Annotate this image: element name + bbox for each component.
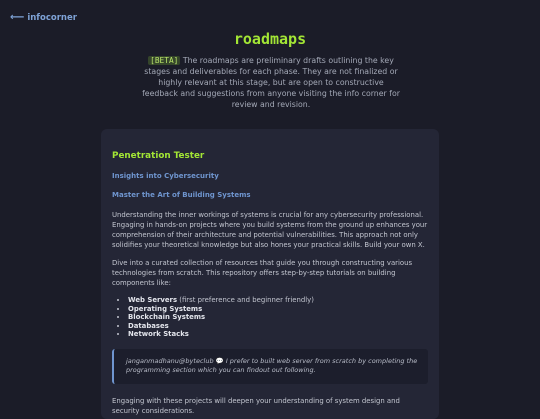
list-item: • Web Servers (first preference and beginner friendly) <box>128 296 428 305</box>
speech-bubble-icon: 💬 <box>215 356 224 365</box>
beta-badge: [BETA] <box>150 56 179 65</box>
intro-text <box>140 55 402 110</box>
roadmap-card <box>101 129 439 419</box>
quote-author: janganmadhanu@byteclub <box>126 356 214 365</box>
paragraph-dive: Dive into a curated collection of resources that guide you through constructing various technologies from scratch. This repository offers step-by-step tutorials on building components like: <box>112 259 413 287</box>
list-item: • Blockchain Systems <box>128 313 428 322</box>
back-link-infocorner[interactable] <box>10 12 77 23</box>
page-title: roadmaps <box>233 30 307 48</box>
section-link-master-systems[interactable]: Master the Art of Building Systems <box>112 191 251 199</box>
component-list <box>112 296 428 339</box>
quote-text: I prefer to built web server from scratch by completing the programming section which you can findout out following. <box>126 356 418 374</box>
paragraph-understanding: Understanding the inner workings of systems is crucial for any cybersecurity professional. Engaging in hands-on projects where you build systems from the ground up enhances your comprehension of their architecture and potential vulnerabilities. This approach not only solidifies your theoretical knowledge but also hones your practical skills. Build your own X. <box>112 211 428 249</box>
quote-block <box>112 349 428 384</box>
section-link-insights[interactable]: Insights into Cybersecurity <box>112 172 219 180</box>
card-title: Penetration Tester <box>112 151 205 161</box>
back-link-label: infocorner <box>27 12 77 23</box>
arrow-left-icon: ⟵ <box>10 12 25 23</box>
list-item: • Network Stacks <box>128 330 428 339</box>
intro-description: The roadmaps are preliminary drafts outlining the key stages and deliverables for each phase. They are not finalized or highly relevant at this stage, but are open to constructive feedback and suggestions from anyone visiting the info corner for review and revision. <box>142 56 400 109</box>
list-item: • Databases <box>128 322 428 331</box>
paragraph-engaging: Engaging with these projects will deepen your understanding of system design and security considerations. <box>112 396 400 415</box>
list-item: • Operating Systems <box>128 305 428 314</box>
